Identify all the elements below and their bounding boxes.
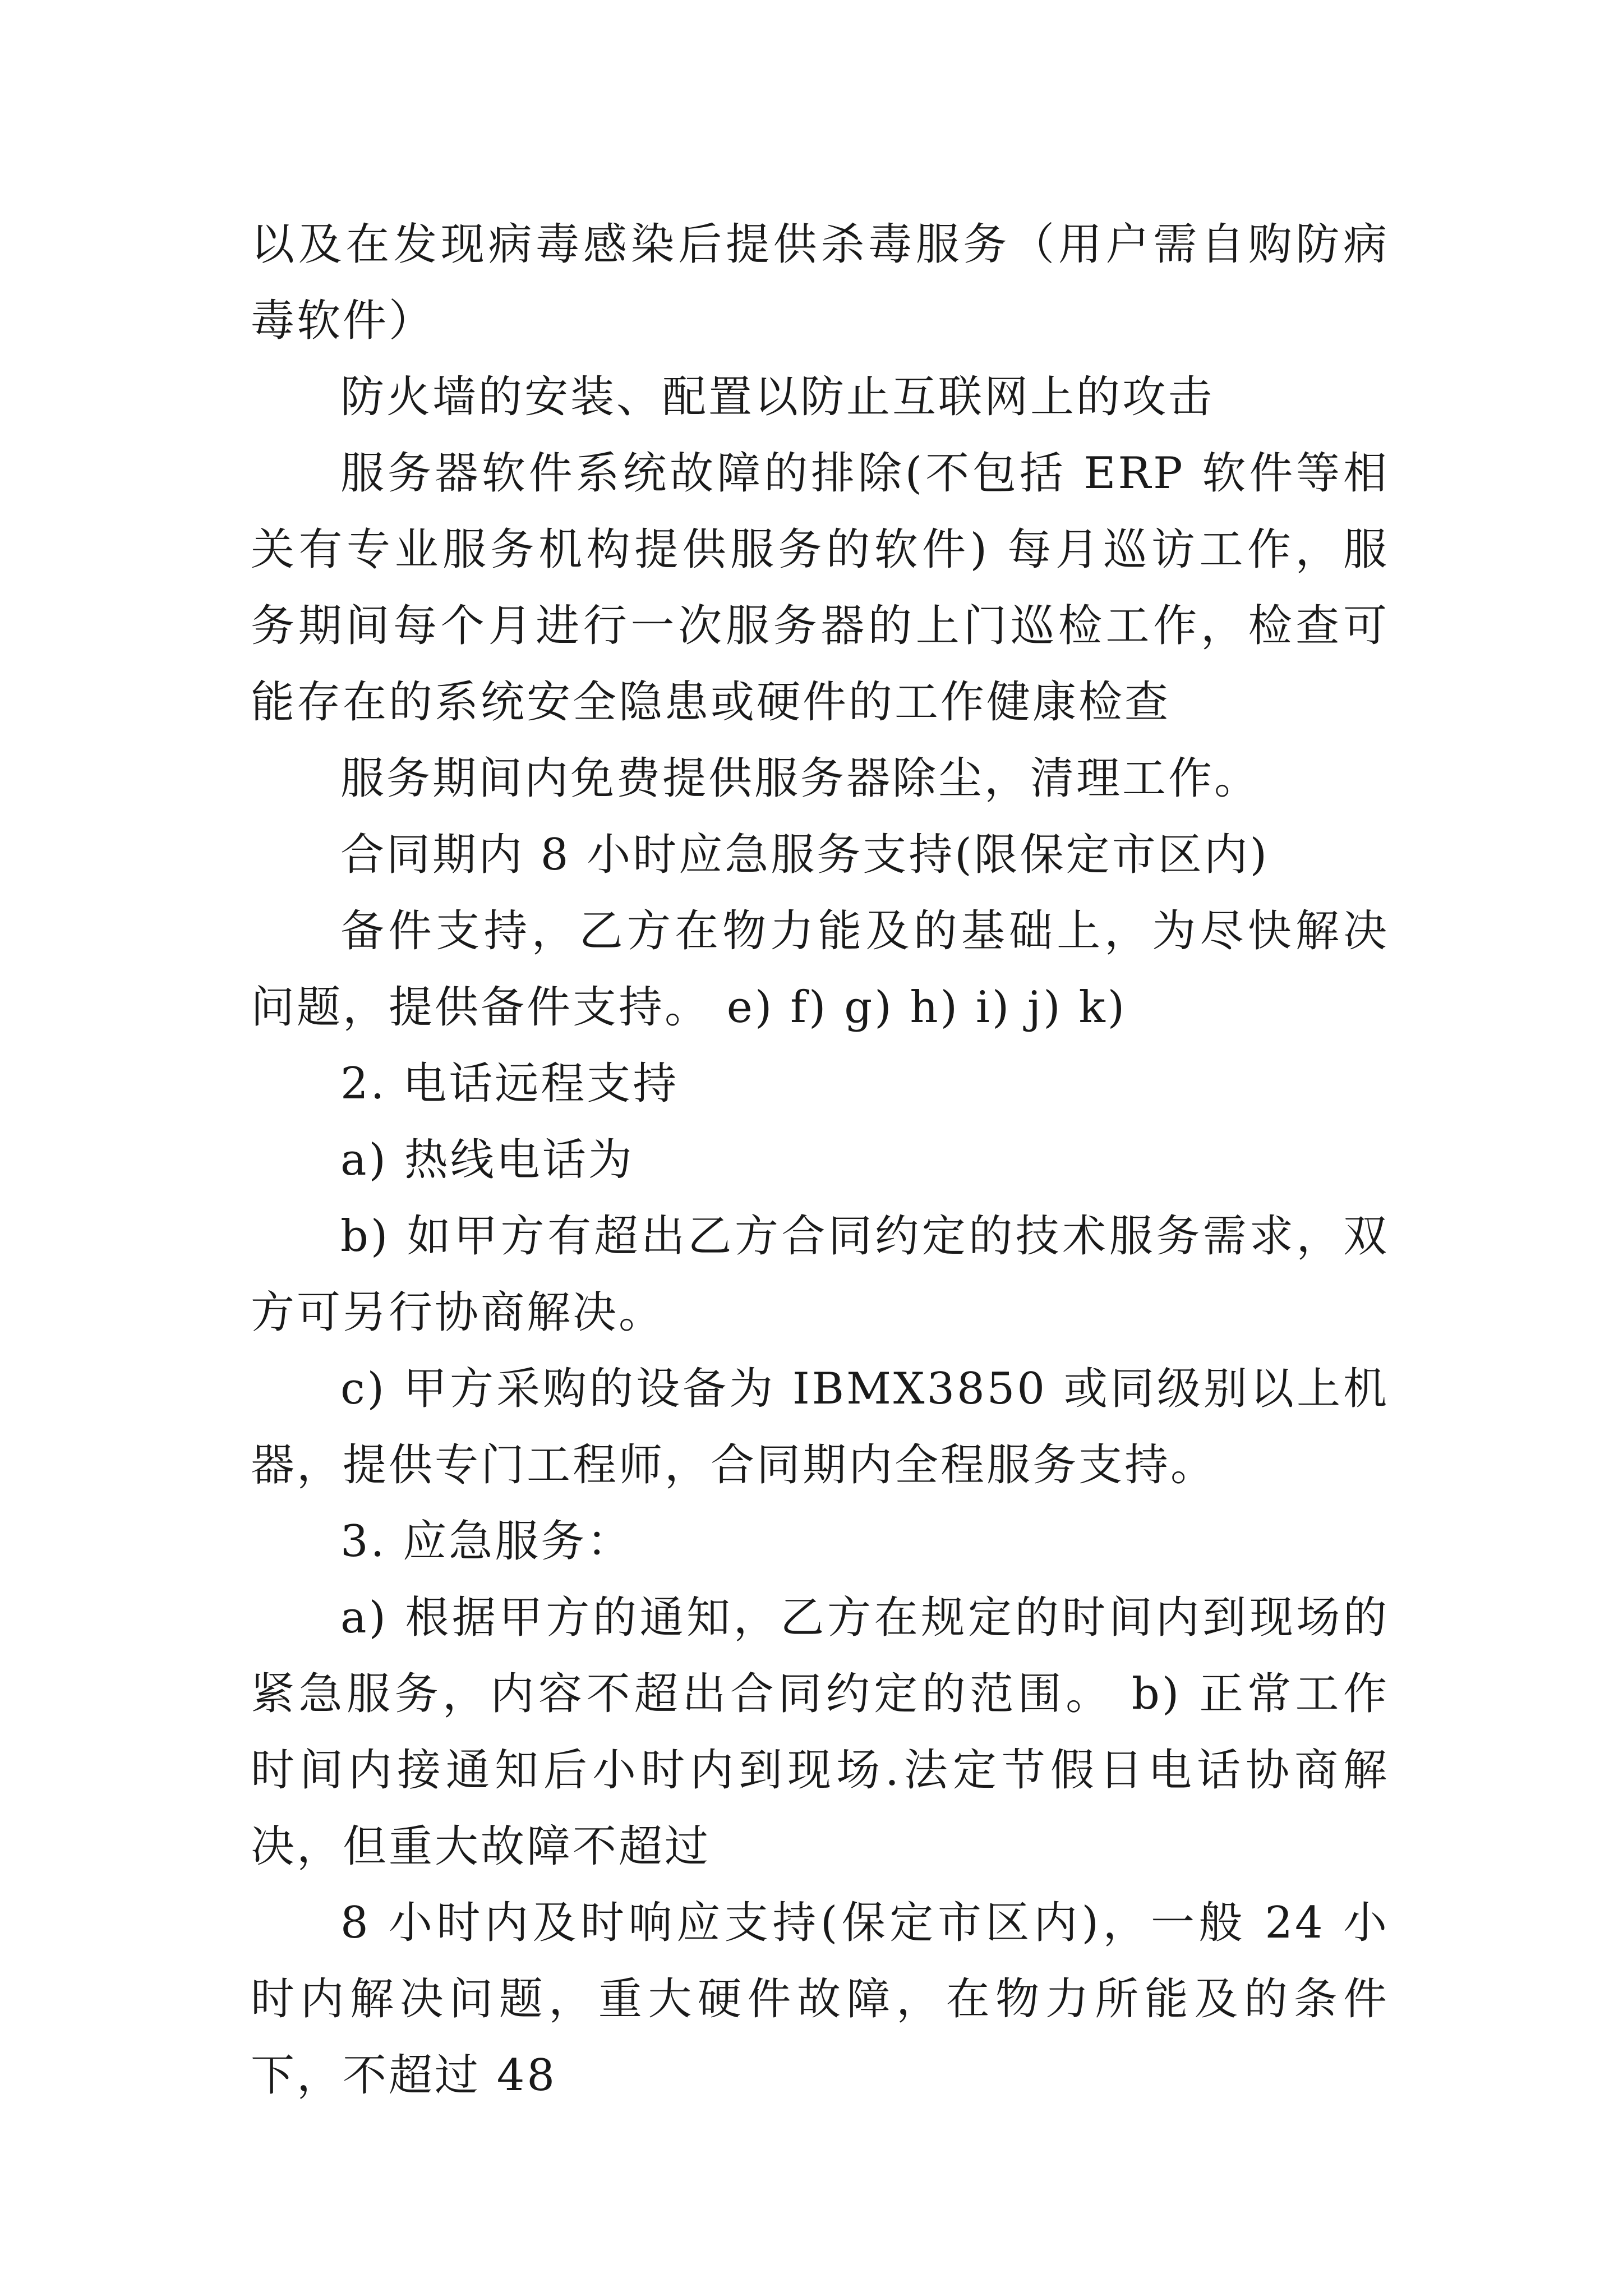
paragraph-dust-cleaning: 服务期间内免费提供服务器除尘，清理工作。 bbox=[340, 753, 1261, 804]
paragraph-firewall: 防火墙的安装、配置以防止互联网上的攻击 bbox=[340, 372, 1215, 422]
paragraph-response-time: 8 小时内及时响应支持(保定市区内)，一般 24 小时内解决问题，重大硬件故障，在物力所能及的条件下，不超过 48 bbox=[251, 1898, 1389, 2101]
paragraph-server-software: 服务器软件系统故障的排除(不包括 ERP 软件等相关有专业服务机构提供服务的软件) 每月巡访工作，服务期间每个月进行一次服务器的上门巡检工作，检查可能存在的系统安全隐患或硬件的工作健康检查 bbox=[251, 448, 1389, 728]
paragraph-hotline: a) 热线电话为 bbox=[340, 1135, 634, 1185]
heading-phone-support: 2. 电话远程支持 bbox=[340, 1059, 679, 1109]
paragraph-antivirus: 以及在发现病毒感染后提供杀毒服务（用户需自购防病毒软件） bbox=[251, 219, 1389, 346]
heading-emergency-service: 3. 应急服务： bbox=[340, 1516, 633, 1567]
paragraph-spare-parts: 备件支持，乙方在物力能及的基础上，为尽快解决问题，提供备件支持。 e) f) g) h) i) j) k) bbox=[251, 906, 1389, 1033]
document-body bbox=[251, 206, 1389, 2114]
paragraph-engineer: c) 甲方采购的设备为 IBMX3850 或同级别以上机器，提供专门工程师，合同期内全程服务支持。 bbox=[251, 1364, 1389, 1490]
paragraph-emergency-8h: 合同期内 8 小时应急服务支持(限保定市区内) bbox=[340, 830, 1270, 880]
paragraph-onsite-response: a) 根据甲方的通知，乙方在规定的时间内到现场的紧急服务，内容不超出合同约定的范围。 b) 正常工作时间内接通知后小时内到现场.法定节假日电话协商解决，但重大故障不超过 bbox=[251, 1593, 1389, 1872]
paragraph-extra-service: b) 如甲方有超出乙方合同约定的技术服务需求，双方可另行协商解决。 bbox=[251, 1211, 1389, 1338]
